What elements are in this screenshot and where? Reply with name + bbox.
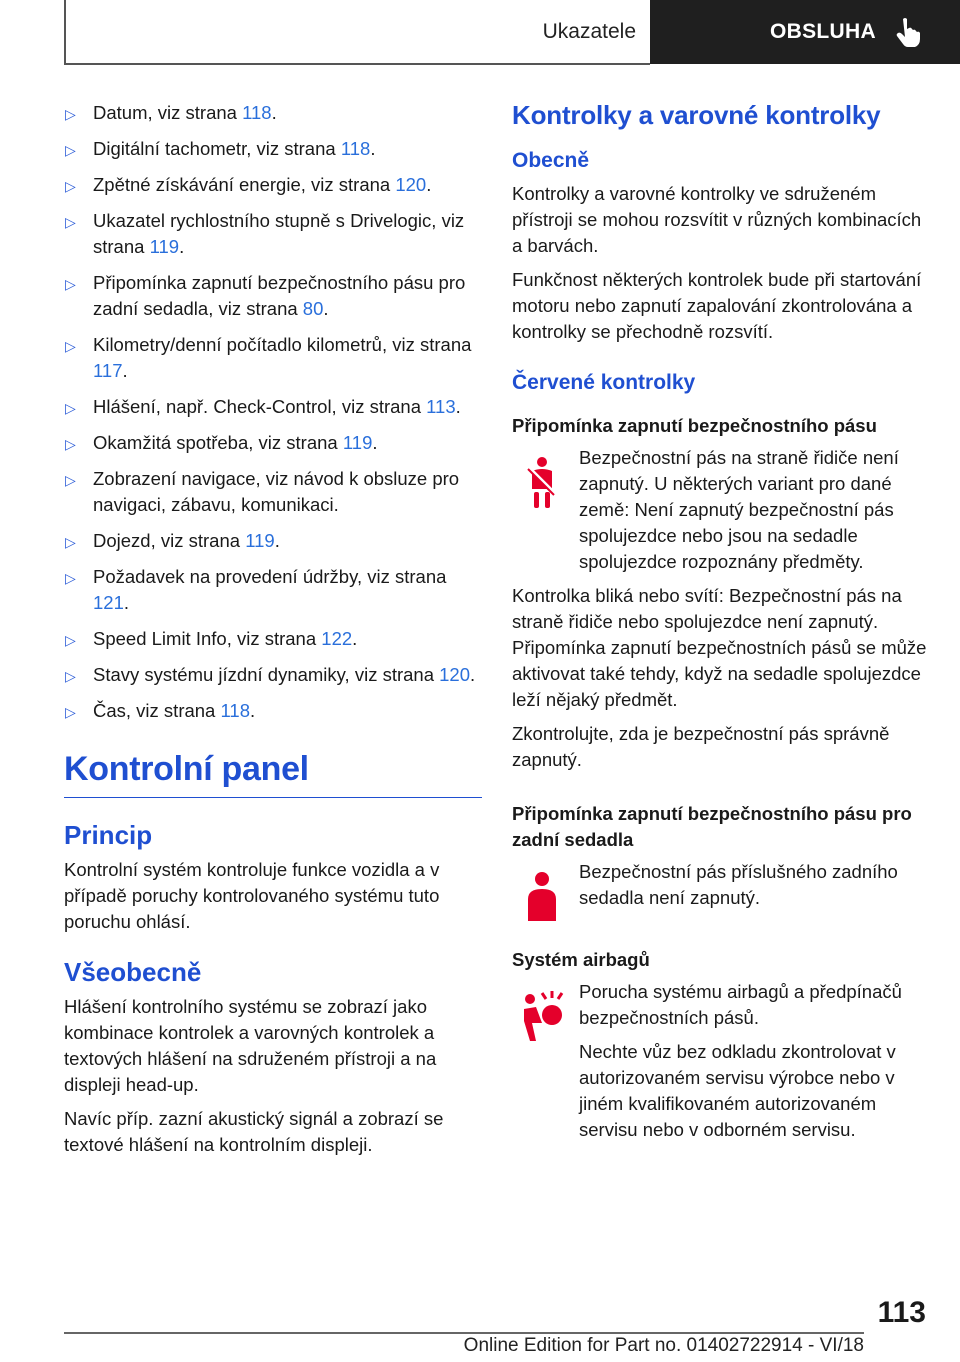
chapter-tab-label: OBSLUHA xyxy=(770,20,876,43)
edition-footer: Online Edition for Part no. 01402722914 - VI/18 xyxy=(463,1335,864,1356)
list-item: ▷ Okamžitá spotřeba, viz strana 119. xyxy=(64,430,482,456)
section-title: Ukazatele xyxy=(542,20,636,43)
page-link[interactable]: 122 xyxy=(321,628,353,649)
page-link[interactable]: 118 xyxy=(340,138,371,159)
triangle-bullet-icon: ▷ xyxy=(65,338,76,354)
page-link[interactable]: 80 xyxy=(302,298,324,319)
display-items-list xyxy=(64,100,482,724)
list-item: ▷ Ukazatel rychlostního stupně s Drivelogic, viz strana 119. xyxy=(65,210,465,257)
footer-rule xyxy=(64,1332,864,1334)
page-link[interactable]: 119 xyxy=(245,530,275,551)
body-text: Funkčnost některých kontrolek bude při startování motoru nebo zapnutí zapalování zkontrolována a kontrolky se přechodně rozsvítí. xyxy=(512,269,922,342)
triangle-bullet-icon: ▷ xyxy=(65,178,76,194)
list-item: ▷ Speed Limit Info, viz strana 122. xyxy=(64,626,482,652)
triangle-bullet-icon: ▷ xyxy=(65,436,76,452)
body-text: Kontrolka bliká nebo svítí: Bezpečnostní pás na straně řidiče nebo spolujezdce není zapnutý. Připomínka zapnutí bezpečnostních pásů se může aktivovat také tehdy, když na sedadle spolujezdce leží nějaký předmět. xyxy=(512,585,927,710)
indicator-block xyxy=(512,979,932,1143)
triangle-bullet-icon: ▷ xyxy=(65,570,76,586)
page-link[interactable]: 113 xyxy=(426,396,456,417)
list-item: ▷ Hlášení, např. Check-Control, viz strana 113. xyxy=(64,394,482,420)
page-link[interactable]: 121 xyxy=(93,592,124,613)
page-link[interactable]: 119 xyxy=(342,432,373,453)
list-item: ▷ Digitální tachometr, viz strana 118. xyxy=(64,136,482,162)
triangle-bullet-icon: ▷ xyxy=(65,142,76,158)
left-column xyxy=(64,100,482,1166)
triangle-bullet-icon: ▷ xyxy=(65,668,76,684)
hand-pointer-icon xyxy=(896,17,922,47)
page-link[interactable]: 117 xyxy=(93,360,123,381)
indicator-heading: Připomínka zapnutí bezpečnostního pásu xyxy=(512,415,877,436)
body-text: Hlášení kontrolního systému se zobrazí jako kombinace kontrolek a varovných kontrolek a textových hlášení na sdruženém přístroji a na displeji head-up. xyxy=(64,996,437,1095)
list-item: ▷ Zpětné získávání energie, viz strana 120. xyxy=(64,172,482,198)
triangle-bullet-icon: ▷ xyxy=(65,472,76,488)
list-item: ▷ Připomínka zapnutí bezpečnostního pásu pro zadní sedadla, viz strana 80. xyxy=(65,272,466,319)
triangle-bullet-icon: ▷ xyxy=(65,400,76,416)
page-link[interactable]: 120 xyxy=(395,174,427,195)
page-link[interactable]: 118 xyxy=(220,700,250,721)
seatbelt-warning-icon xyxy=(512,451,572,513)
list-item: ▷ Datum, viz strana 118. xyxy=(64,100,482,126)
body-text: Porucha systému airbagů a předpínačů bezpečnostních pásů. xyxy=(579,981,902,1028)
subsection-heading: Obecně xyxy=(512,149,590,172)
rear-seat-warning-icon xyxy=(512,865,572,927)
triangle-bullet-icon: ▷ xyxy=(65,704,76,720)
indicator-heading: Připomínka zapnutí bezpečnostního pásu pro zadní sedadla xyxy=(512,803,912,850)
right-column xyxy=(512,100,932,1151)
list-item: ▷ Dojezd, viz strana 119. xyxy=(64,528,482,554)
triangle-bullet-icon: ▷ xyxy=(65,632,76,648)
page-link[interactable]: 119 xyxy=(149,236,180,257)
list-item: ▷ Zobrazení navigace, viz návod k obsluze pro navigaci, zábavu, komunikaci. xyxy=(65,468,460,515)
body-text: Zkontrolujte, zda je bezpečnostní pás správně zapnutý. xyxy=(512,723,890,770)
list-item: ▷ Stavy systému jízdní dynamiky, viz strana 120. xyxy=(64,662,482,688)
body-text: Bezpečnostní pás na straně řidiče není zapnutý. U některých variant pro dané země: Není zapnutý bezpečnostní pás spolujezdce nebo jsou na sedadle spolujezdce rozpoznány předměty. xyxy=(579,447,899,572)
triangle-bullet-icon: ▷ xyxy=(65,214,76,230)
body-text: Nechte vůz bez odkladu zkontrolovat v autorizovaném servisu výrobce nebo v jiném kvalifikovaném autorizovaném servisu nebo v odborném servisu. xyxy=(579,1041,896,1140)
chapter-tab[interactable] xyxy=(650,0,960,64)
indicator-block xyxy=(512,859,932,911)
body-text: Bezpečnostní pás příslušného zadního sedadla není zapnutý. xyxy=(579,861,898,908)
indicator-heading: Systém airbagů xyxy=(512,949,650,970)
triangle-bullet-icon: ▷ xyxy=(65,106,76,122)
subsection-heading: Červené kontrolky xyxy=(512,371,696,394)
section-heading: Kontrolní panel xyxy=(64,750,482,798)
triangle-bullet-icon: ▷ xyxy=(65,534,76,550)
subsection-heading: Všeobecně xyxy=(64,957,202,987)
list-item: ▷ Čas, viz strana 118. xyxy=(64,698,482,724)
airbag-warning-icon xyxy=(512,985,572,1047)
body-text: Kontrolní systém kontroluje funkce vozidla a v případě poruchy kontrolovaného systému tuto poruchu ohlásí. xyxy=(64,859,440,932)
body-text: Kontrolky a varovné kontrolky ve sdruženém přístroji se mohou rozsvítit v různých kombinacích a barvách. xyxy=(512,183,922,256)
list-item: ▷ Kilometry/denní počítadlo kilometrů, viz strana 117. xyxy=(65,334,472,381)
subsection-heading: Princip xyxy=(64,820,153,850)
indicator-block xyxy=(512,445,932,575)
section-heading: Kontrolky a varovné kontrolky xyxy=(512,100,881,130)
page-link[interactable]: 118 xyxy=(242,102,272,123)
page-number: 113 xyxy=(877,1296,926,1329)
list-item: ▷ Požadavek na provedení údržby, viz strana 121. xyxy=(65,566,447,613)
body-text: Navíc příp. zazní akustický signál a zobrazí se textové hlášení na kontrolním displeji. xyxy=(64,1108,444,1155)
triangle-bullet-icon: ▷ xyxy=(65,276,76,292)
page-link[interactable]: 120 xyxy=(439,664,471,685)
